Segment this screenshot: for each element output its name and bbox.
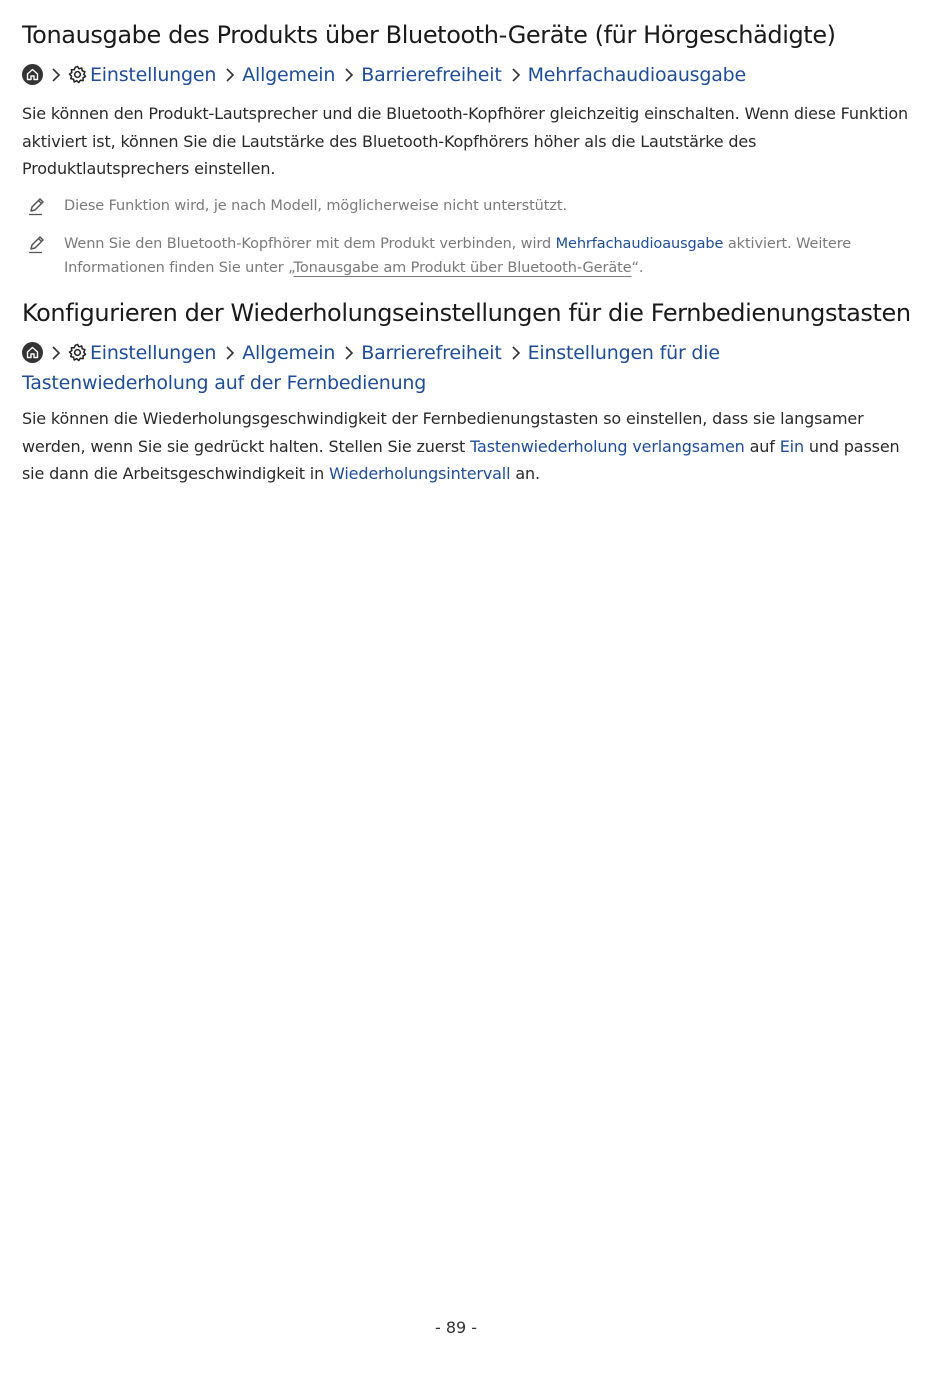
body-text: und passen sie dann die Arbeitsgeschwindigkeit in [22, 436, 900, 483]
chevron-right-icon [225, 342, 235, 369]
chevron-right-icon [344, 64, 354, 91]
note-text: “. [631, 260, 644, 276]
cross-reference-link[interactable]: Tonausgabe am Produkt über Bluetooth-Geräte [293, 260, 632, 276]
menu-term-tastenwiederholung-verlangsamen: Tastenwiederholung verlangsamen [470, 436, 745, 456]
breadcrumb [22, 62, 902, 92]
breadcrumb-item-barrierefreiheit[interactable]: Barrierefreiheit [361, 342, 502, 364]
gear-icon [68, 343, 87, 370]
chevron-right-icon [511, 342, 521, 369]
pencil-icon [28, 234, 46, 262]
breadcrumb-item-tastenwiederholung[interactable]: Einstellungen für die Tastenwiederholung auf der Fernbedienung [22, 342, 720, 394]
gear-icon [68, 65, 87, 92]
chevron-right-icon [51, 64, 61, 91]
section-body: Sie können den Produkt-Lautsprecher und die Bluetooth-Kopfhörer gleichzeitig einschalten. Wenn diese Funktion aktiviert ist, können Sie die Lautstärke des Bluetooth-Kopfhörers höher als die Lautstärke des Produktlautsprechers einstellen. [22, 104, 909, 178]
breadcrumb-item-barrierefreiheit[interactable]: Barrierefreiheit [361, 64, 502, 86]
menu-term-mehrfachaudioausgabe: Mehrfachaudioausgabe [555, 236, 724, 252]
body-text: an. [510, 464, 540, 483]
breadcrumb-item-allgemein[interactable]: Allgemein [242, 342, 336, 364]
page-number: - 89 - [434, 1318, 478, 1337]
note [64, 194, 864, 218]
note [64, 232, 864, 280]
breadcrumb-item-mehrfachaudioausgabe[interactable]: Mehrfachaudioausgabe [527, 64, 747, 86]
menu-term-wiederholungsintervall: Wiederholungsintervall [329, 464, 511, 483]
chevron-right-icon [51, 342, 61, 369]
note-text: aktiviert. Weitere Informationen finden Sie unter „ [64, 236, 852, 276]
section-body [22, 405, 912, 488]
menu-term-ein: Ein [779, 436, 804, 456]
breadcrumb-item-einstellungen[interactable]: Einstellungen [90, 342, 217, 364]
section-title: Konfigurieren der Wiederholungseinstellungen für die Fernbedienungstasten [22, 299, 911, 327]
home-icon[interactable] [22, 64, 43, 85]
breadcrumb [22, 340, 902, 397]
note-text: Diese Funktion wird, je nach Modell, möglicherweise nicht unterstützt. [64, 198, 567, 214]
breadcrumb-item-einstellungen[interactable]: Einstellungen [90, 64, 217, 86]
section-title: Tonausgabe des Produkts über Bluetooth-Geräte (für Hörgeschädigte) [22, 21, 836, 49]
chevron-right-icon [344, 342, 354, 369]
chevron-right-icon [225, 64, 235, 91]
breadcrumb-item-allgemein[interactable]: Allgemein [242, 64, 336, 86]
body-text: Sie können die Wiederholungsgeschwindigkeit der Fernbedienungstasten so einstellen, dass sie langsamer werden, wenn Sie sie gedrückt halten. Stellen Sie zuerst [22, 409, 864, 456]
home-icon[interactable] [22, 342, 43, 363]
note-text: Wenn Sie den Bluetooth-Kopfhörer mit dem Produkt verbinden, wird [64, 236, 556, 252]
chevron-right-icon [511, 64, 521, 91]
body-text: auf [744, 436, 780, 456]
pencil-icon [28, 196, 46, 224]
